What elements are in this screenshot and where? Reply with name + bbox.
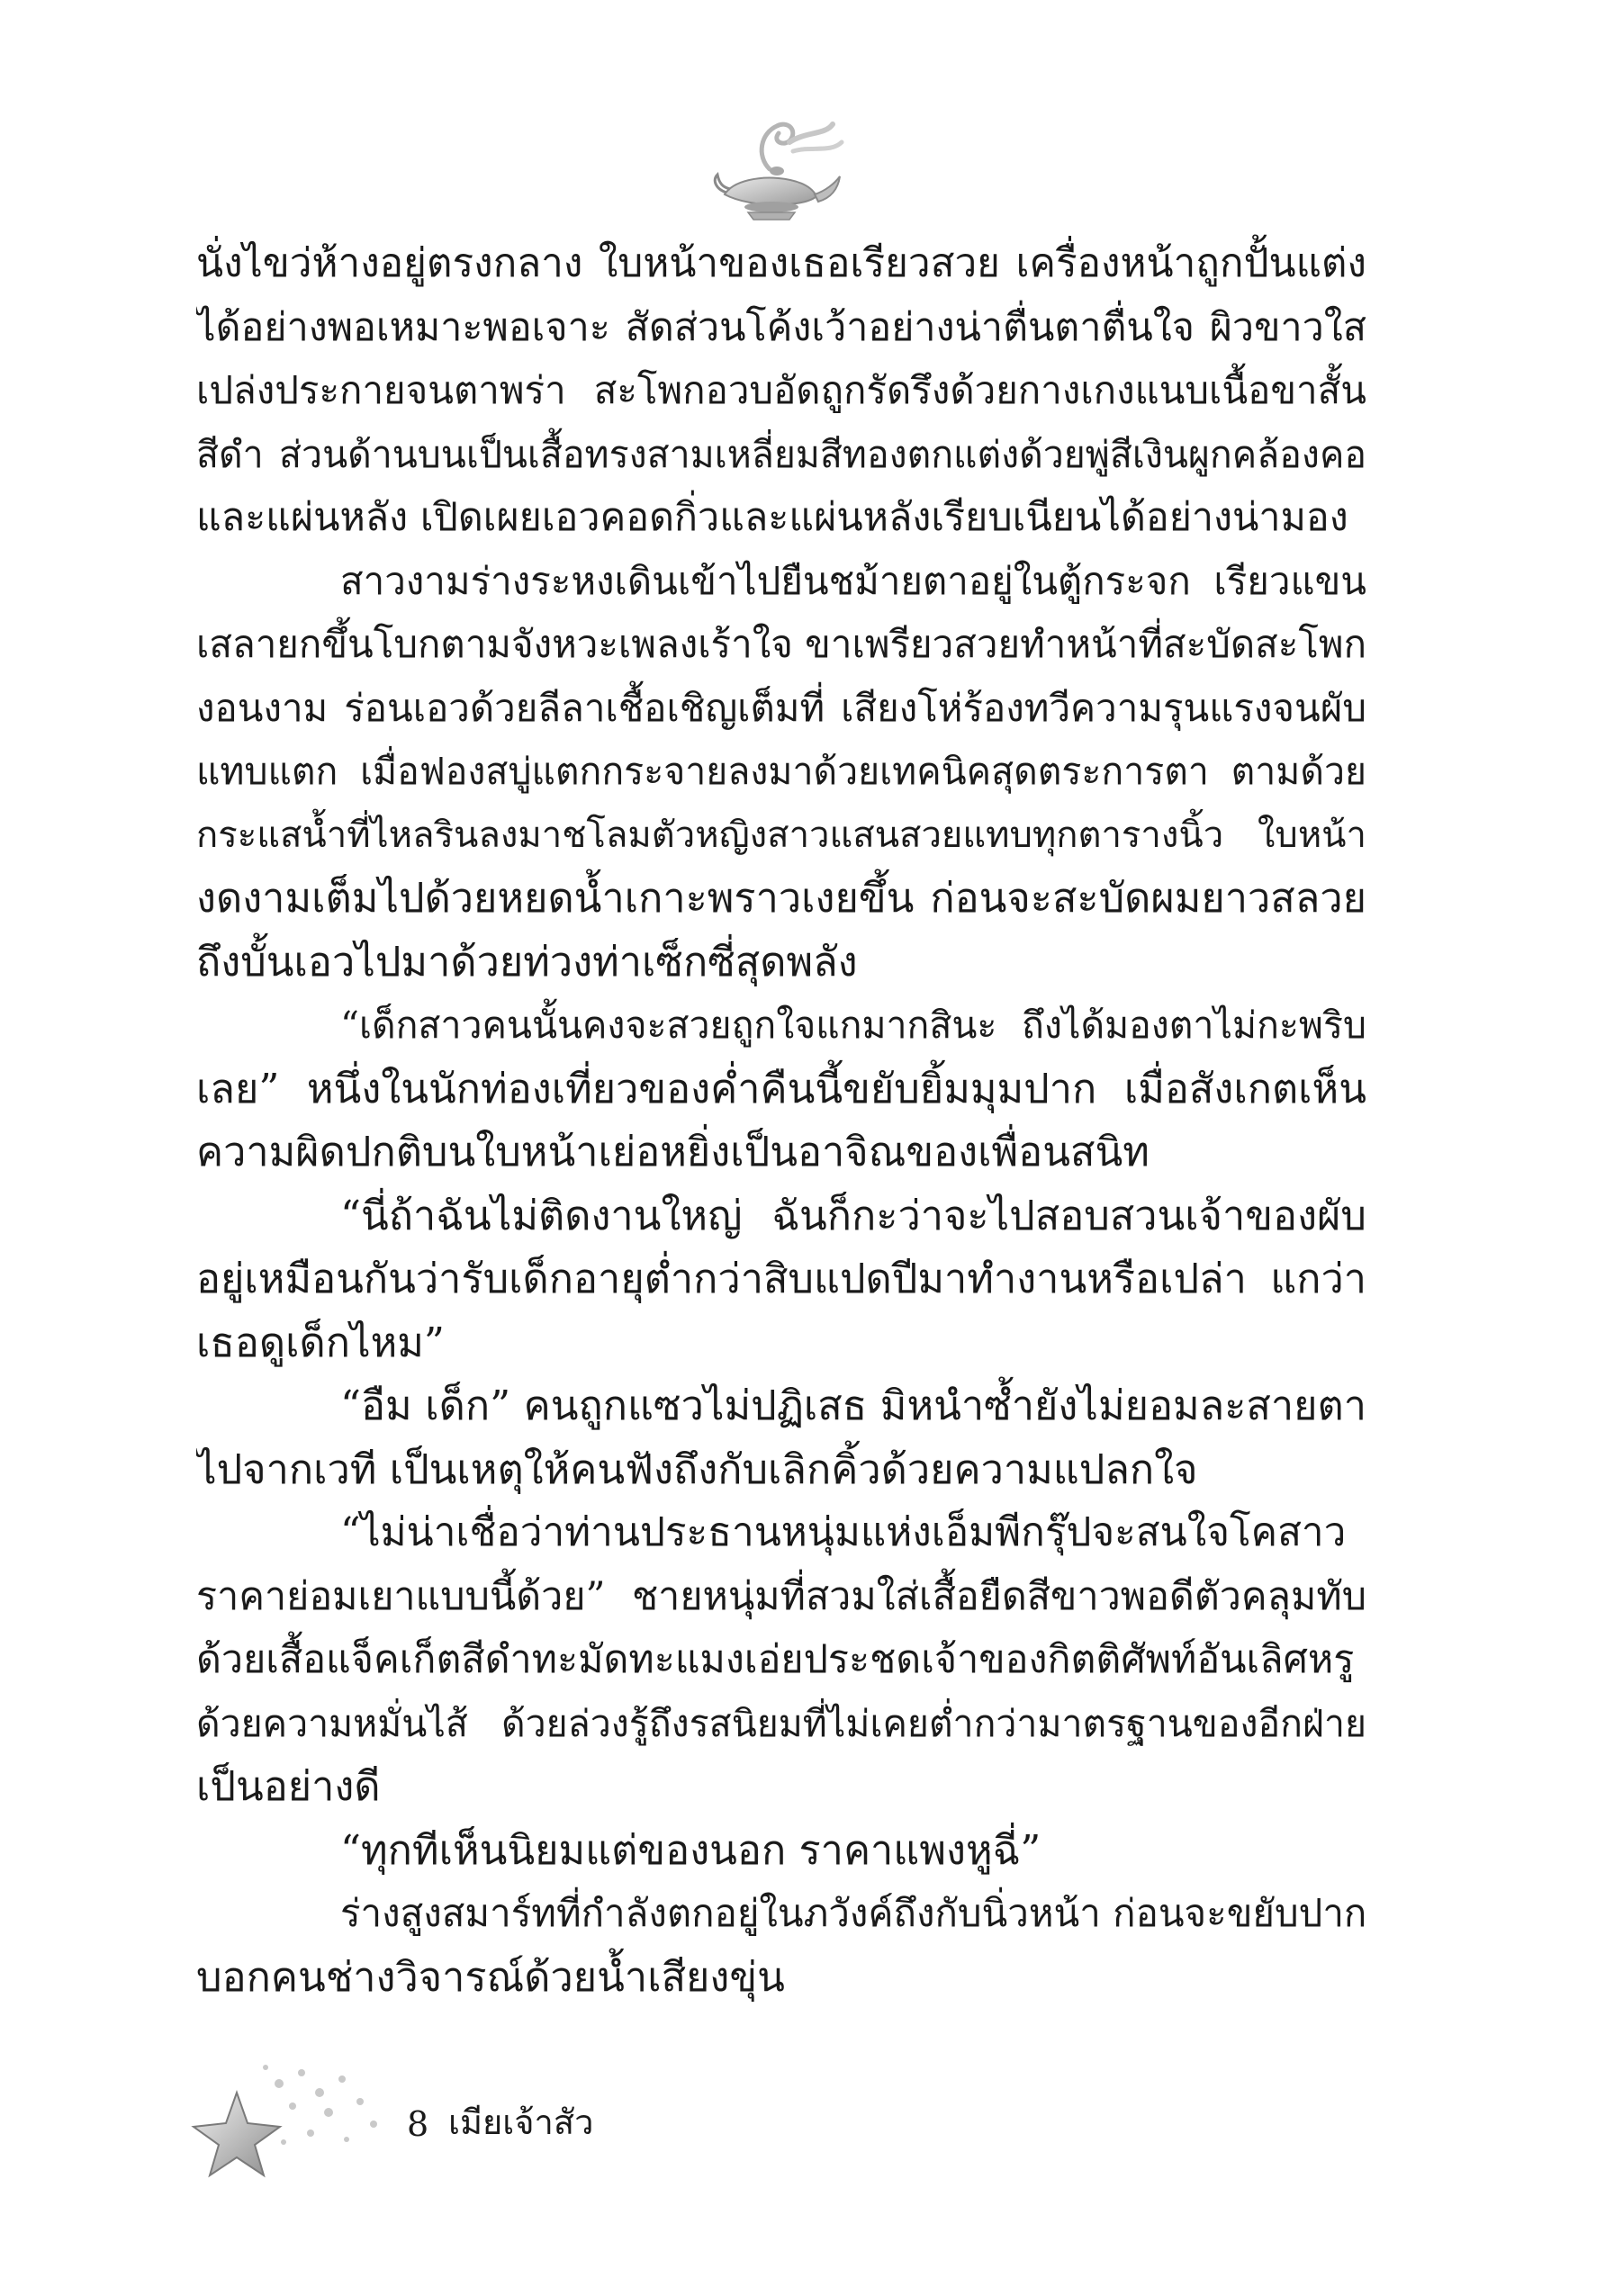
text-line: บอกคนช่างวิจารณ์ด้วยน้ำเสียงขุ่น xyxy=(196,1952,785,2001)
paragraph xyxy=(196,1184,1366,1375)
paragraph xyxy=(196,550,1366,995)
paragraph xyxy=(196,1882,1366,2009)
text-line: “อืม เด็ก” คนถูกแซวไม่ปฏิเสธ มิหนำซ้ำยังไม่ยอมละสายตา xyxy=(340,1382,1366,1429)
text-line: เปล่งประกายจนตาพร่า สะโพกอวบอัดถูกรัดรึงด้วยกางเกงแนบเนื้อขาสั้น xyxy=(196,368,1366,412)
text-line: “เด็กสาวคนนั้นคงจะสวยถูกใจแกมากสินะ ถึงได้มองตาไม่กะพริบ xyxy=(340,1004,1366,1047)
text-line: เลย” หนึ่งในนักท่องเที่ยวของค่ำคืนนี้ขยับยิ้มมุมปาก เมื่อสังเกตเห็น xyxy=(196,1064,1366,1112)
text-line: แทบแตก เมื่อฟองสบู่แตกกระจายลงมาด้วยเทคนิคสุดตระการตา ตามด้วย xyxy=(196,750,1366,793)
text-line: งอนงาม ร่อนเอวด้วยลีลาเชื้อเชิญเต็มที่ เสียงโห่ร้องทวีความรุนแรงจนผับ xyxy=(196,685,1366,730)
text-line: อยู่เหมือนกันว่ารับเด็กอายุต่ำกว่าสิบแปดปีมาทำงานหรือเปล่า แกว่า xyxy=(196,1255,1366,1302)
stars-ornament-icon xyxy=(185,2057,392,2183)
text-line: ด้วยเสื้อแจ็คเก็ตสีดำทะมัดทะแมงเอ่ยประชดเจ้าของกิตติศัพท์อันเลิศหรู xyxy=(196,1637,1355,1682)
text-line: ความผิดปกติบนใบหน้าเย่อหยิ่งเป็นอาจิณของเพื่อนสนิท xyxy=(196,1128,1150,1175)
text-line: เสลายกขึ้นโบกตามจังหวะเพลงเร้าใจ ขาเพรียวสวยทำหน้าที่สะบัดสะโพก xyxy=(196,622,1366,666)
text-line: “ไม่น่าเชื่อว่าท่านประธานหนุ่มแห่งเอ็มพีกรุ๊ปจะสนใจโคสาว xyxy=(340,1509,1347,1555)
text-line: ราคาย่อมเยาแบบนี้ด้วย” ชายหนุ่มที่สวมใส่เสื้อยืดสีขาวพอดีตัวคลุมทับ xyxy=(196,1573,1366,1619)
text-line: กระแสน้ำที่ไหลรินลงมาชโลมตัวหญิงสาวแสนสวยแทบทุกตารางนิ้ว ใบหน้า xyxy=(196,814,1366,856)
body-text xyxy=(196,232,1366,2009)
paragraph xyxy=(196,232,1366,550)
text-line: ร่างสูงสมาร์ทที่กำลังตกอยู่ในภวังค์ถึงกับนิ่วหน้า ก่อนจะขยับปาก xyxy=(340,1891,1366,1935)
page-number: 8 xyxy=(407,2104,429,2144)
magic-lamp-icon xyxy=(707,106,851,232)
text-line: ด้วยความหมั่นไส้ ด้วยล่วงรู้ถึงรสนิยมที่ไม่เคยต่ำกว่ามาตรฐานของอีกฝ่าย xyxy=(196,1701,1366,1745)
text-line: และแผ่นหลัง เปิดเผยเอวคอดกิ่วและแผ่นหลังเรียบเนียนได้อย่างน่ามอง xyxy=(196,495,1348,540)
paragraph xyxy=(196,994,1366,1184)
text-line: สีดำ ส่วนด้านบนเป็นเสื้อทรงสามเหลี่ยมสีทองตกแต่งด้วยพู่สีเงินผูกคล้องคอ xyxy=(196,432,1366,476)
text-line: เป็นอย่างดี xyxy=(196,1762,381,1810)
text-line: “ทุกทีเห็นนิยมแต่ของนอก ราคาแพงหูฉี่” xyxy=(340,1825,1041,1874)
text-line: “นี่ถ้าฉันไม่ติดงานใหญ่ ฉันก็กะว่าจะไปสอบสวนเจ้าของผับ xyxy=(340,1191,1366,1239)
text-line: งดงามเต็มไปด้วยหยดน้ำเกาะพราวเงยขึ้น ก่อนจะสะบัดผมยาวสลวย xyxy=(196,874,1366,922)
paragraph xyxy=(196,1819,1366,1883)
paragraph xyxy=(196,1501,1366,1819)
text-line: เธอดูเด็กไหม” xyxy=(196,1318,445,1366)
text-line: ได้อย่างพอเหมาะพอเจาะ สัดส่วนโค้งเว้าอย่างน่าตื่นตาตื่นใจ ผิวขาวใส xyxy=(196,304,1366,350)
text-line: ไปจากเวที เป็นเหตุให้คนฟังถึงกับเลิกคิ้วด้วยความแปลกใจ xyxy=(196,1445,1198,1493)
paragraph xyxy=(196,1374,1366,1501)
text-line: นั่งไขว่ห้างอยู่ตรงกลาง ใบหน้าของเธอเรียวสวย เครื่องหน้าถูกปั้นแต่ง xyxy=(196,240,1366,286)
text-line: ถึงบั้นเอวไปมาด้วยท่วงท่าเซ็กซี่สุดพลัง xyxy=(196,937,858,986)
text-line: สาวงามร่างระหงเดินเข้าไปยืนชม้ายตาอยู่ในตู้กระจก เรียวแขน xyxy=(340,558,1366,603)
book-title: เมียเจ้าสัว xyxy=(448,2102,594,2142)
